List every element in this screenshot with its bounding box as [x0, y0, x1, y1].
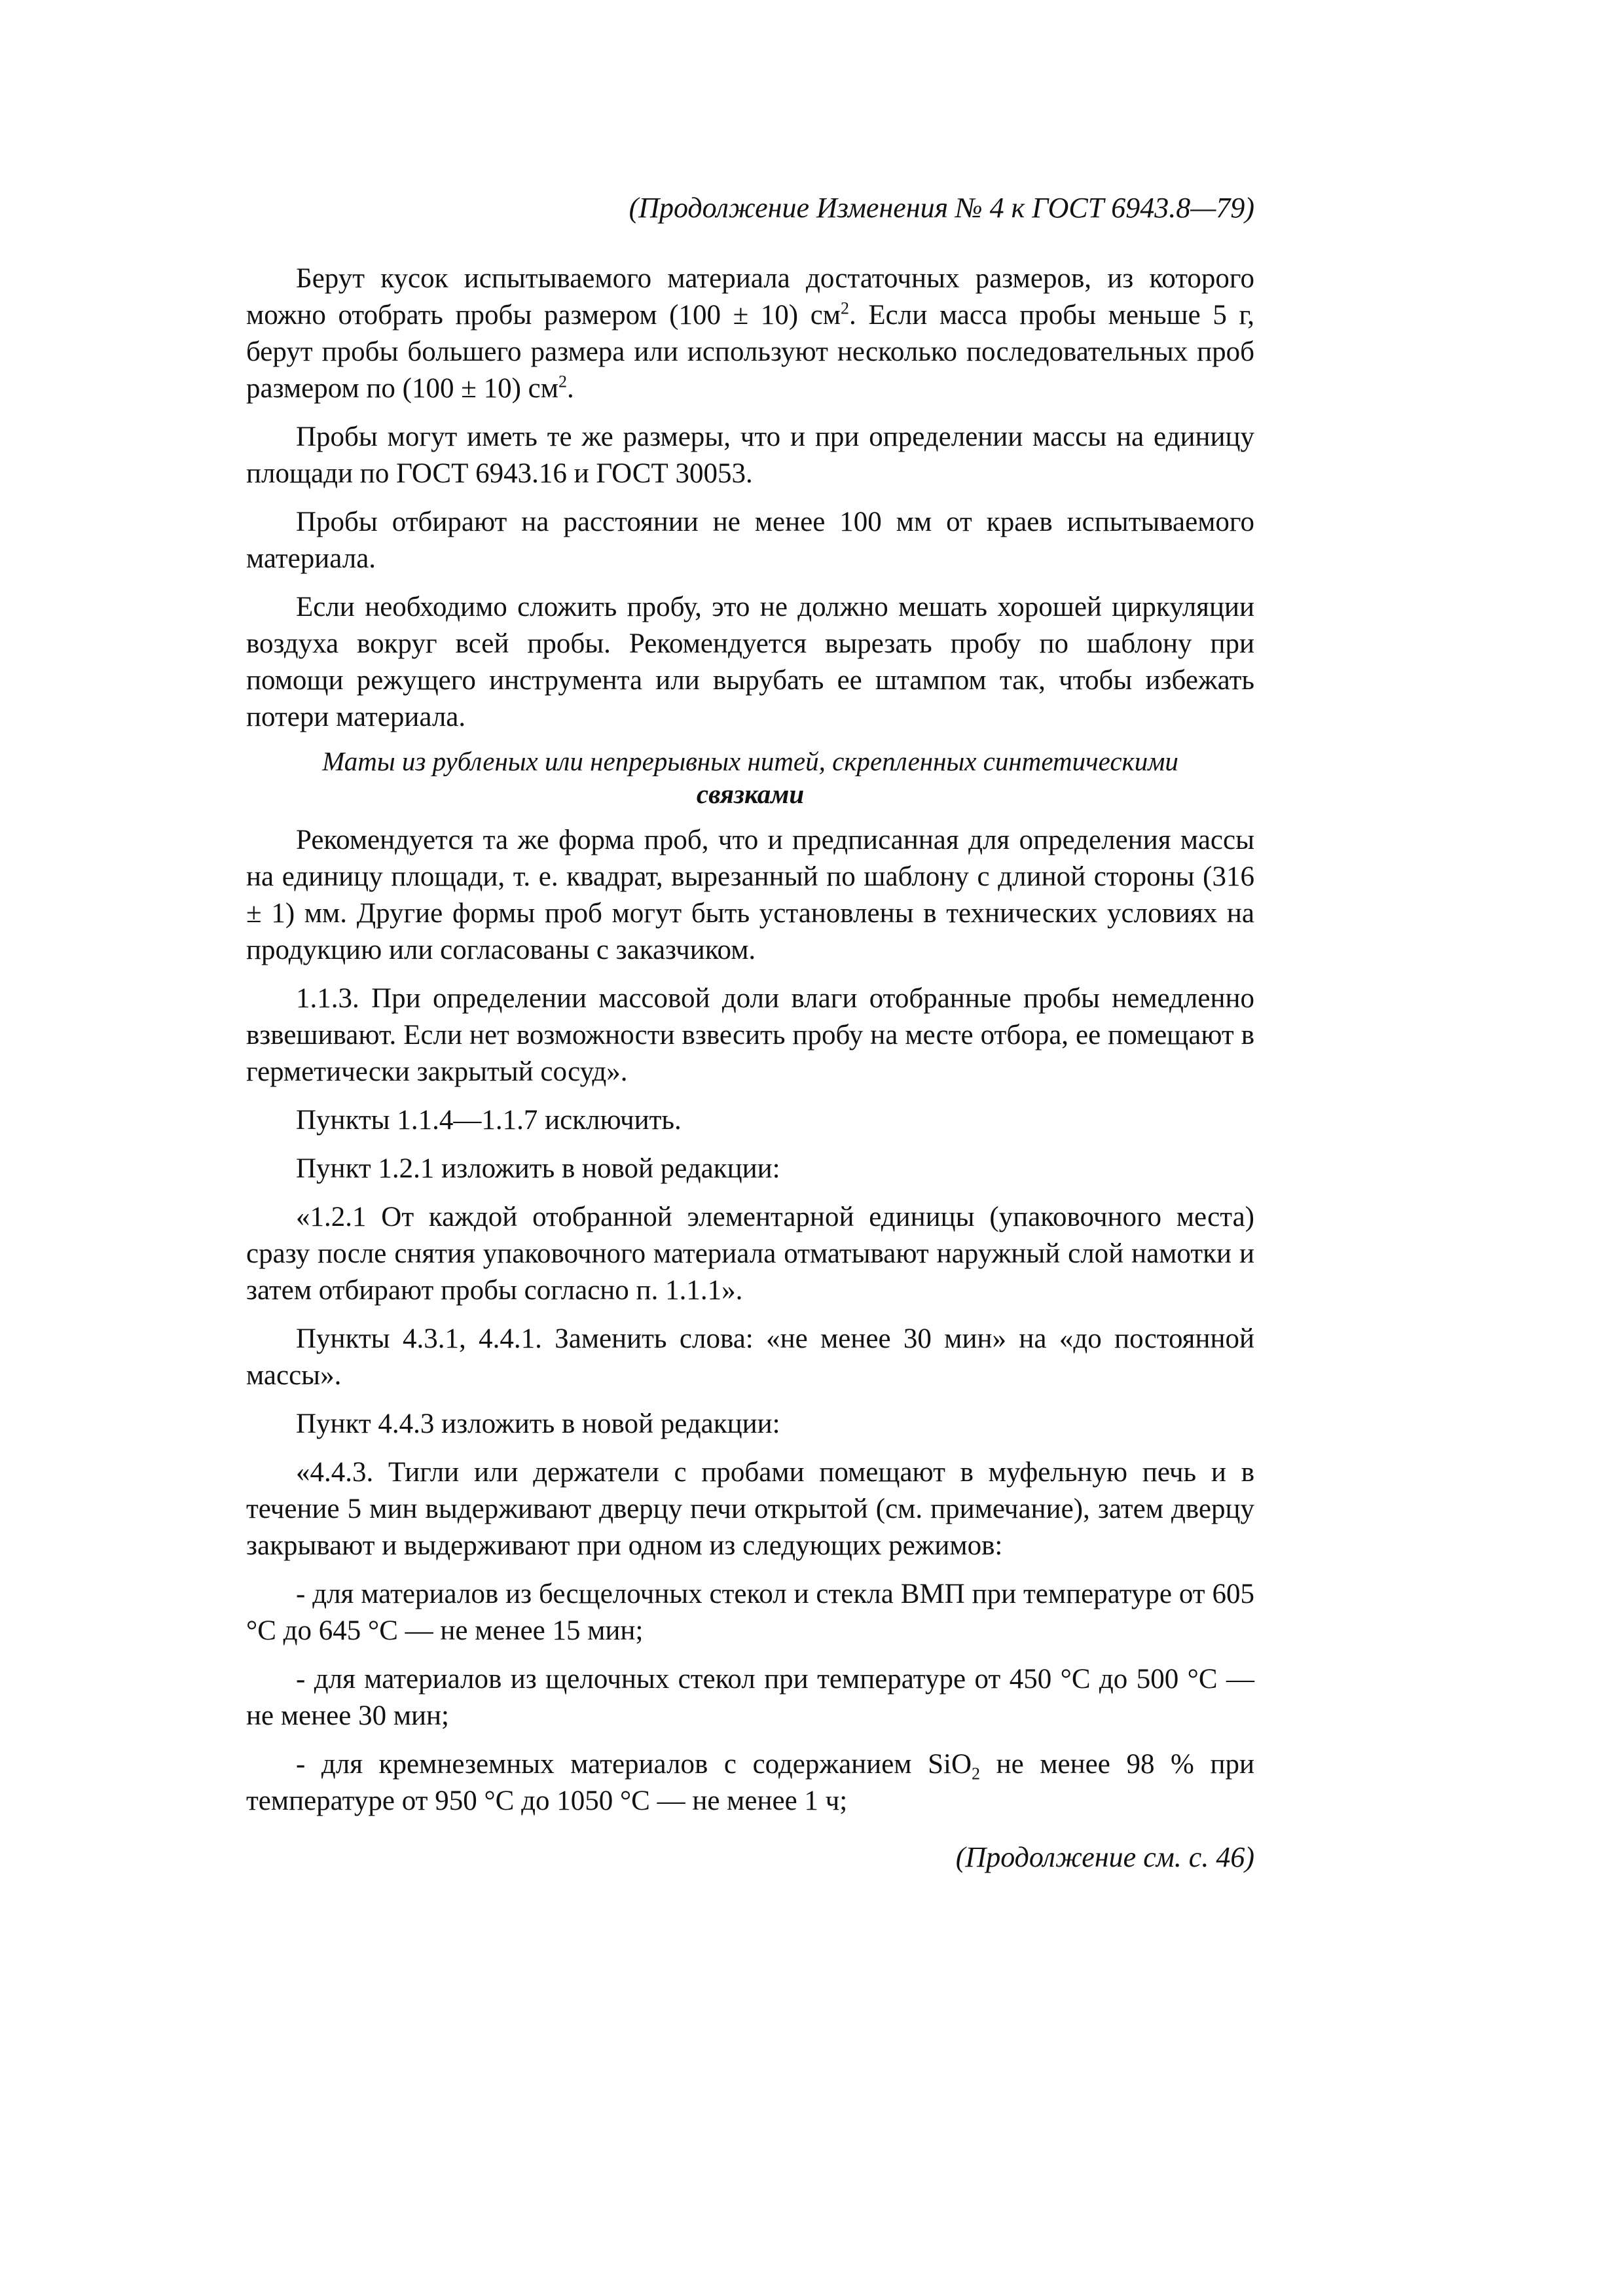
page-footer: (Продолжение см. с. 46): [955, 1841, 1254, 1873]
paragraph-4-4-3-intro: Пункт 4.4.3 изложить в новой редакции:: [296, 1408, 780, 1439]
list-item-alkali: - для материалов из щелочных стекол при температуре от 450 °С до 500 °С — не менее 30 мин;: [246, 1664, 1254, 1731]
section-subtitle: Маты из рубленых или непрерывных нитей, скрепленных синтетическими: [322, 746, 1178, 776]
document-page: [246, 190, 1254, 1876]
list-item-alkali-free: - для материалов из бесщелочных стекол и стекла ВМП при температуре от 605 °С до 645 °С — не менее 15 мин;: [246, 1579, 1254, 1646]
paragraph-sample-distance: Пробы отбирают на расстоянии не менее 100 мм от краев испытываемого материала.: [246, 507, 1254, 574]
page-header: (Продолжение Изменения № 4 к ГОСТ 6943.8—79): [629, 192, 1254, 224]
paragraph-4-3-1: Пункты 4.3.1, 4.4.1. Заменить слова: «не менее 30 мин» на «до постоянной массы».: [246, 1323, 1254, 1391]
paragraph-folding: Если необходимо сложить пробу, это не должно мешать хорошей циркуляции воздуха вокруг всей пробы. Рекомендуется вырезать пробу по шаблону при помощи режущего инструмента или вырубать ее штампом так, чтобы избежать потери материала.: [246, 592, 1254, 732]
paragraph-1-2-1: «1.2.1 От каждой отобранной элементарной единицы (упаковочного места) сразу после снятия упаковочного материала отматывают наружный слой намотки и затем отбирают пробы согласно п. 1.1.1».: [246, 1202, 1254, 1306]
paragraph-sample-dimensions: Пробы могут иметь те же размеры, что и при определении массы на единицу площади по ГОСТ 6943.16 и ГОСТ 30053.: [246, 422, 1254, 489]
paragraph-1-1-3: 1.1.3. При определении массовой доли влаги отобранные пробы немедленно взвешивают. Если нет возможности взвесить пробу на месте отбора, ее помещают в герметически закрытый сосуд».: [246, 983, 1254, 1087]
section-subtitle-continued: связками: [696, 779, 805, 809]
list-item-silica: - для кремнеземных материалов с содержанием SiO$_2$ не менее 98 % при температуре от 950 °С до 1050 °С — не менее 1 ч;: [246, 1749, 1255, 1816]
paragraph-exclude-clauses: Пункты 1.1.4—1.1.7 исключить.: [296, 1105, 682, 1136]
paragraph-sample-size: Берут кусок испытываемого материала достаточных размеров, из которого можно отобрать пробы размером (100 ± 10) $см^2$. Если масса пробы меньше 5 г, берут пробы большего размера или используют несколько последовательных проб размером по (100 ± 10) $см^2$.: [246, 263, 1254, 404]
paragraph-1-2-1-intro: Пункт 1.2.1 изложить в новой редакции:: [296, 1153, 780, 1184]
paragraph-mat-form: Рекомендуется та же форма проб, что и предписанная для определения массы на единицу площади, т. е. квадрат, вырезанный по шаблону с длиной стороны (316 ± 1) мм. Другие формы проб могут быть установлены в технических условиях на продукцию или согласованы с заказчиком.: [246, 825, 1254, 965]
paragraph-4-4-3: «4.4.3. Тигли или держатели с пробами помещают в муфельную печь и в течение 5 мин выдерживают дверцу печи открытой (см. примечание), затем дверцу закрывают и выдерживают при одном из следующих режимов:: [246, 1457, 1254, 1561]
